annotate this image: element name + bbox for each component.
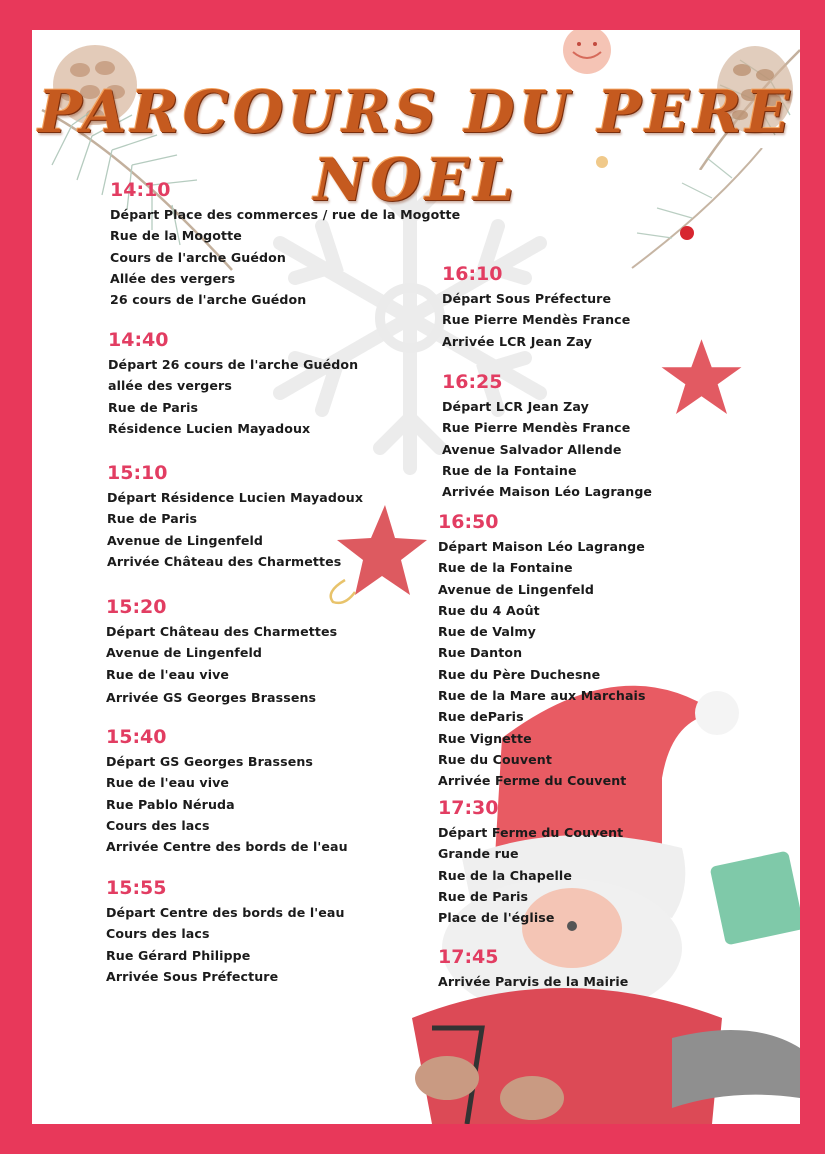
stop-line: Rue Pablo Néruda [106,796,235,812]
time-label: 15:55 [106,877,167,899]
schedule-block [438,510,646,792]
stop-line: Avenue Salvador Allende [442,441,622,457]
stop-line: 26 cours de l'arche Guédon [110,292,307,308]
schedule-block [438,945,628,992]
stop-line: Départ Centre des bords de l'eau [106,905,345,920]
stop-line: Avenue de Lingenfeld [438,581,595,597]
stop-line: Arrivée Maison Léo Lagrange [442,484,653,500]
stop-line: Départ Place des commerces / rue de la Mogotte [110,207,461,222]
time-label: 14:40 [108,329,169,351]
time-label: 17:45 [438,946,499,968]
time-label: 15:40 [106,726,167,748]
stop-line: Rue de Valmy [438,624,536,640]
stop-line: Départ Ferme du Couvent [438,825,624,840]
schedule-block [442,370,652,502]
stop-line: Rue Pierre Mendès France [442,312,631,328]
stop-line: Départ Résidence Lucien Mayadoux [107,490,364,505]
stop-line: Départ 26 cours de l'arche Guédon [108,357,359,372]
stop-line: Arrivée Parvis de la Mairie [438,974,629,989]
stop-line: Arrivée LCR Jean Zay [442,333,593,349]
stop-line: Grande rue [438,846,519,862]
stop-line: Cours de l'arche Guédon [110,249,286,265]
stop-line: Place de l'église [438,910,555,926]
stop-line: Rue de la Fontaine [438,560,573,576]
stop-line: Résidence Lucien Mayadoux [108,420,311,436]
page-title: PARCOURS DU PERE NOEL [38,78,794,214]
stop-line: Rue de la Mogotte [110,228,242,244]
stop-line: Départ Château des Charmettes [106,624,338,639]
time-label: 15:20 [106,596,167,618]
schedule-block [106,876,345,987]
stop-line: Arrivée Centre des bords de l'eau [106,839,348,855]
stop-line: Cours des lacs [106,926,210,942]
stop-line: Avenue de Lingenfeld [107,532,264,548]
stop-line: allée des vergers [108,378,232,394]
time-label: 17:30 [438,797,499,819]
schedule-block [108,328,358,439]
stop-line: Rue Gérard Philippe [106,947,251,963]
stop-line: Rue de Paris [107,511,198,527]
stop-line: Rue de la Mare aux Marchais [438,688,646,704]
stop-line: Départ Sous Préfecture [442,291,612,306]
stop-line: Arrivée Château des Charmettes [107,553,342,569]
schedule-block [442,262,630,352]
time-label: 14:10 [110,179,171,201]
schedule-block [106,595,337,708]
stop-line: Avenue de Lingenfeld [106,645,263,661]
stop-line: Rue Pierre Mendès France [442,420,631,436]
time-label: 16:50 [438,511,499,533]
stop-line: Rue de la Fontaine [442,462,577,478]
stop-line: Rue du Couvent [438,751,552,767]
stop-line: Départ Maison Léo Lagrange [438,539,645,554]
schedule-block [107,461,363,572]
stop-line: Arrivée Sous Préfecture [106,968,279,984]
schedule-block [438,796,623,928]
stop-line: Rue de Paris [438,888,529,904]
stop-line: Rue de l'eau vive [106,775,230,791]
stop-line: Arrivée GS Georges Brassens [106,689,317,705]
stop-line: Départ GS Georges Brassens [106,754,313,769]
time-label: 16:10 [442,263,503,285]
time-label: 15:10 [107,462,168,484]
stop-line: Rue de Paris [108,399,199,415]
stop-line: Rue de la Chapelle [438,867,572,883]
time-label: 16:25 [442,371,503,393]
poster [32,30,800,1124]
stop-line: Rue Danton [438,645,523,661]
schedule-block [106,725,348,857]
stop-line: Cours des lacs [106,817,210,833]
stop-line: Rue du Père Duchesne [438,666,601,682]
stop-line: Rue deParis [438,709,524,725]
star-icon [659,335,744,420]
stop-line: Arrivée Ferme du Couvent [438,773,627,789]
stop-line: Rue de l'eau vive [106,666,230,682]
stop-line: Allée des vergers [110,270,236,286]
stop-line: Départ LCR Jean Zay [442,399,589,414]
stop-line: Rue Vignette [438,730,532,746]
schedule-block [110,178,460,310]
stop-line: Rue du 4 Août [438,602,540,618]
